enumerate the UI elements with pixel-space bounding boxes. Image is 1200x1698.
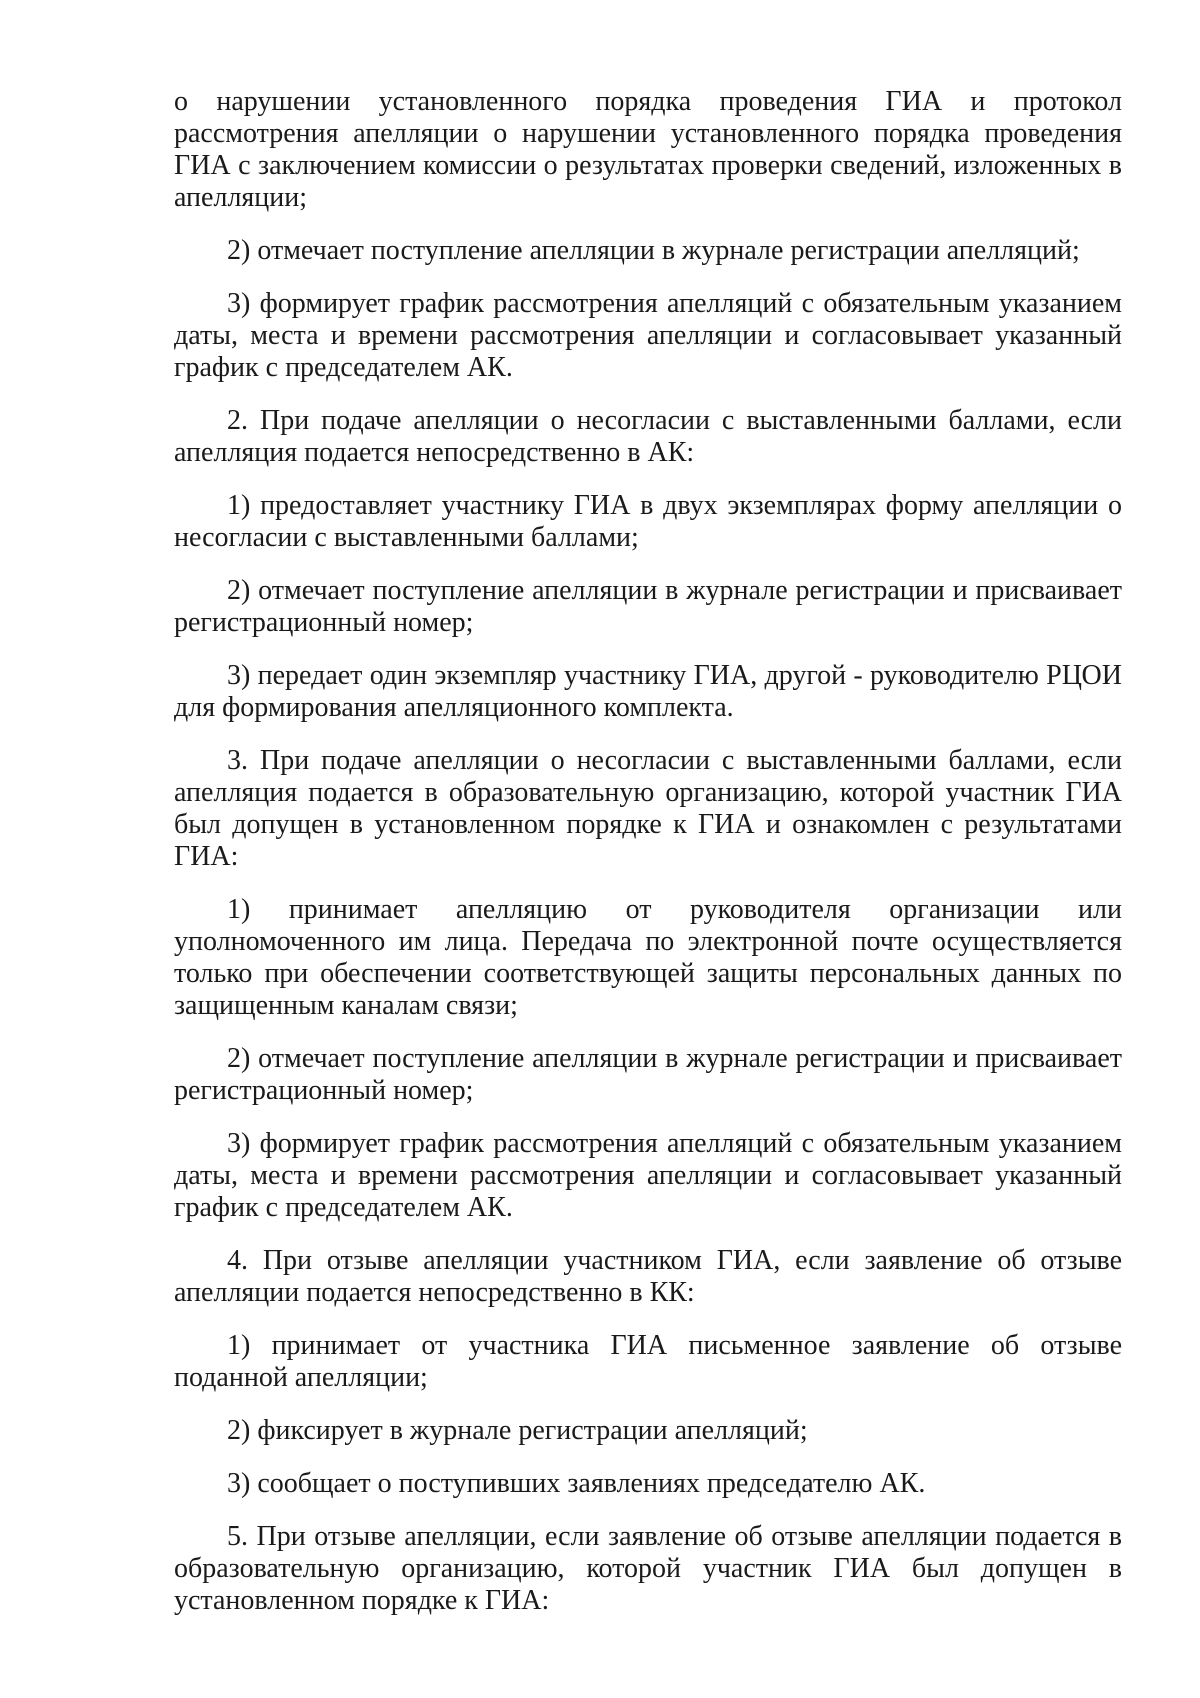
paragraph-item: 2) отмечает поступление апелляции в журнале регистрации апелляций; bbox=[227, 235, 1080, 266]
paragraph-item: 2) фиксирует в журнале регистрации апелляций; bbox=[227, 1415, 808, 1446]
paragraph-item: 2) отмечает поступление апелляции в журнале регистрации и присваивает регистрационный номер; bbox=[174, 575, 1122, 638]
paragraph-continuation: о нарушении установленного порядка проведения ГИА и протокол рассмотрения апелляции о нарушении установленного порядка проведения ГИА с заключением комиссии о результатах проверки сведений, изложенных в апелляции; bbox=[174, 86, 1122, 213]
paragraph-item: 1) предоставляет участнику ГИА в двух экземплярах форму апелляции о несогласии с выставленными баллами; bbox=[174, 490, 1122, 553]
paragraph-item: 1) принимает апелляцию от руководителя организации или уполномоченного им лица. Передача по электронной почте осуществляется только при обеспечении соответствующей защиты персональных данных по защищенным каналам связи; bbox=[174, 894, 1122, 1021]
paragraph-item: 1) принимает от участника ГИА письменное заявление об отзыве поданной апелляции; bbox=[174, 1330, 1122, 1393]
paragraph-section: 4. При отзыве апелляции участником ГИА, если заявление об отзыве апелляции подается непосредственно в КК: bbox=[174, 1245, 1122, 1308]
paragraph-section: 5. При отзыве апелляции, если заявление об отзыве апелляции подается в образовательную организацию, которой участник ГИА был допущен в установленном порядке к ГИА: bbox=[174, 1521, 1122, 1616]
paragraph-item: 3) сообщает о поступивших заявлениях председателю АК. bbox=[227, 1468, 926, 1499]
paragraph-section: 3. При подаче апелляции о несогласии с выставленными баллами, если апелляция подается в образовательную организацию, которой участник ГИА был допущен в установленном порядке к ГИА и ознакомлен с результатами ГИА: bbox=[174, 745, 1122, 872]
paragraph-item: 3) передает один экземпляр участнику ГИА, другой - руководителю РЦОИ для формирования апелляционного комплекта. bbox=[174, 660, 1122, 723]
paragraph-item: 3) формирует график рассмотрения апелляций с обязательным указанием даты, места и времени рассмотрения апелляции и согласовывает указанный график с председателем АК. bbox=[174, 1128, 1122, 1223]
paragraph-item: 2) отмечает поступление апелляции в журнале регистрации и присваивает регистрационный номер; bbox=[174, 1043, 1122, 1106]
paragraph-section: 2. При подаче апелляции о несогласии с выставленными баллами, если апелляция подается непосредственно в АК: bbox=[174, 405, 1122, 468]
paragraph-item: 3) формирует график рассмотрения апелляций с обязательным указанием даты, места и времени рассмотрения апелляции и согласовывает указанный график с председателем АК. bbox=[174, 288, 1122, 383]
document-page bbox=[174, 86, 1122, 1638]
